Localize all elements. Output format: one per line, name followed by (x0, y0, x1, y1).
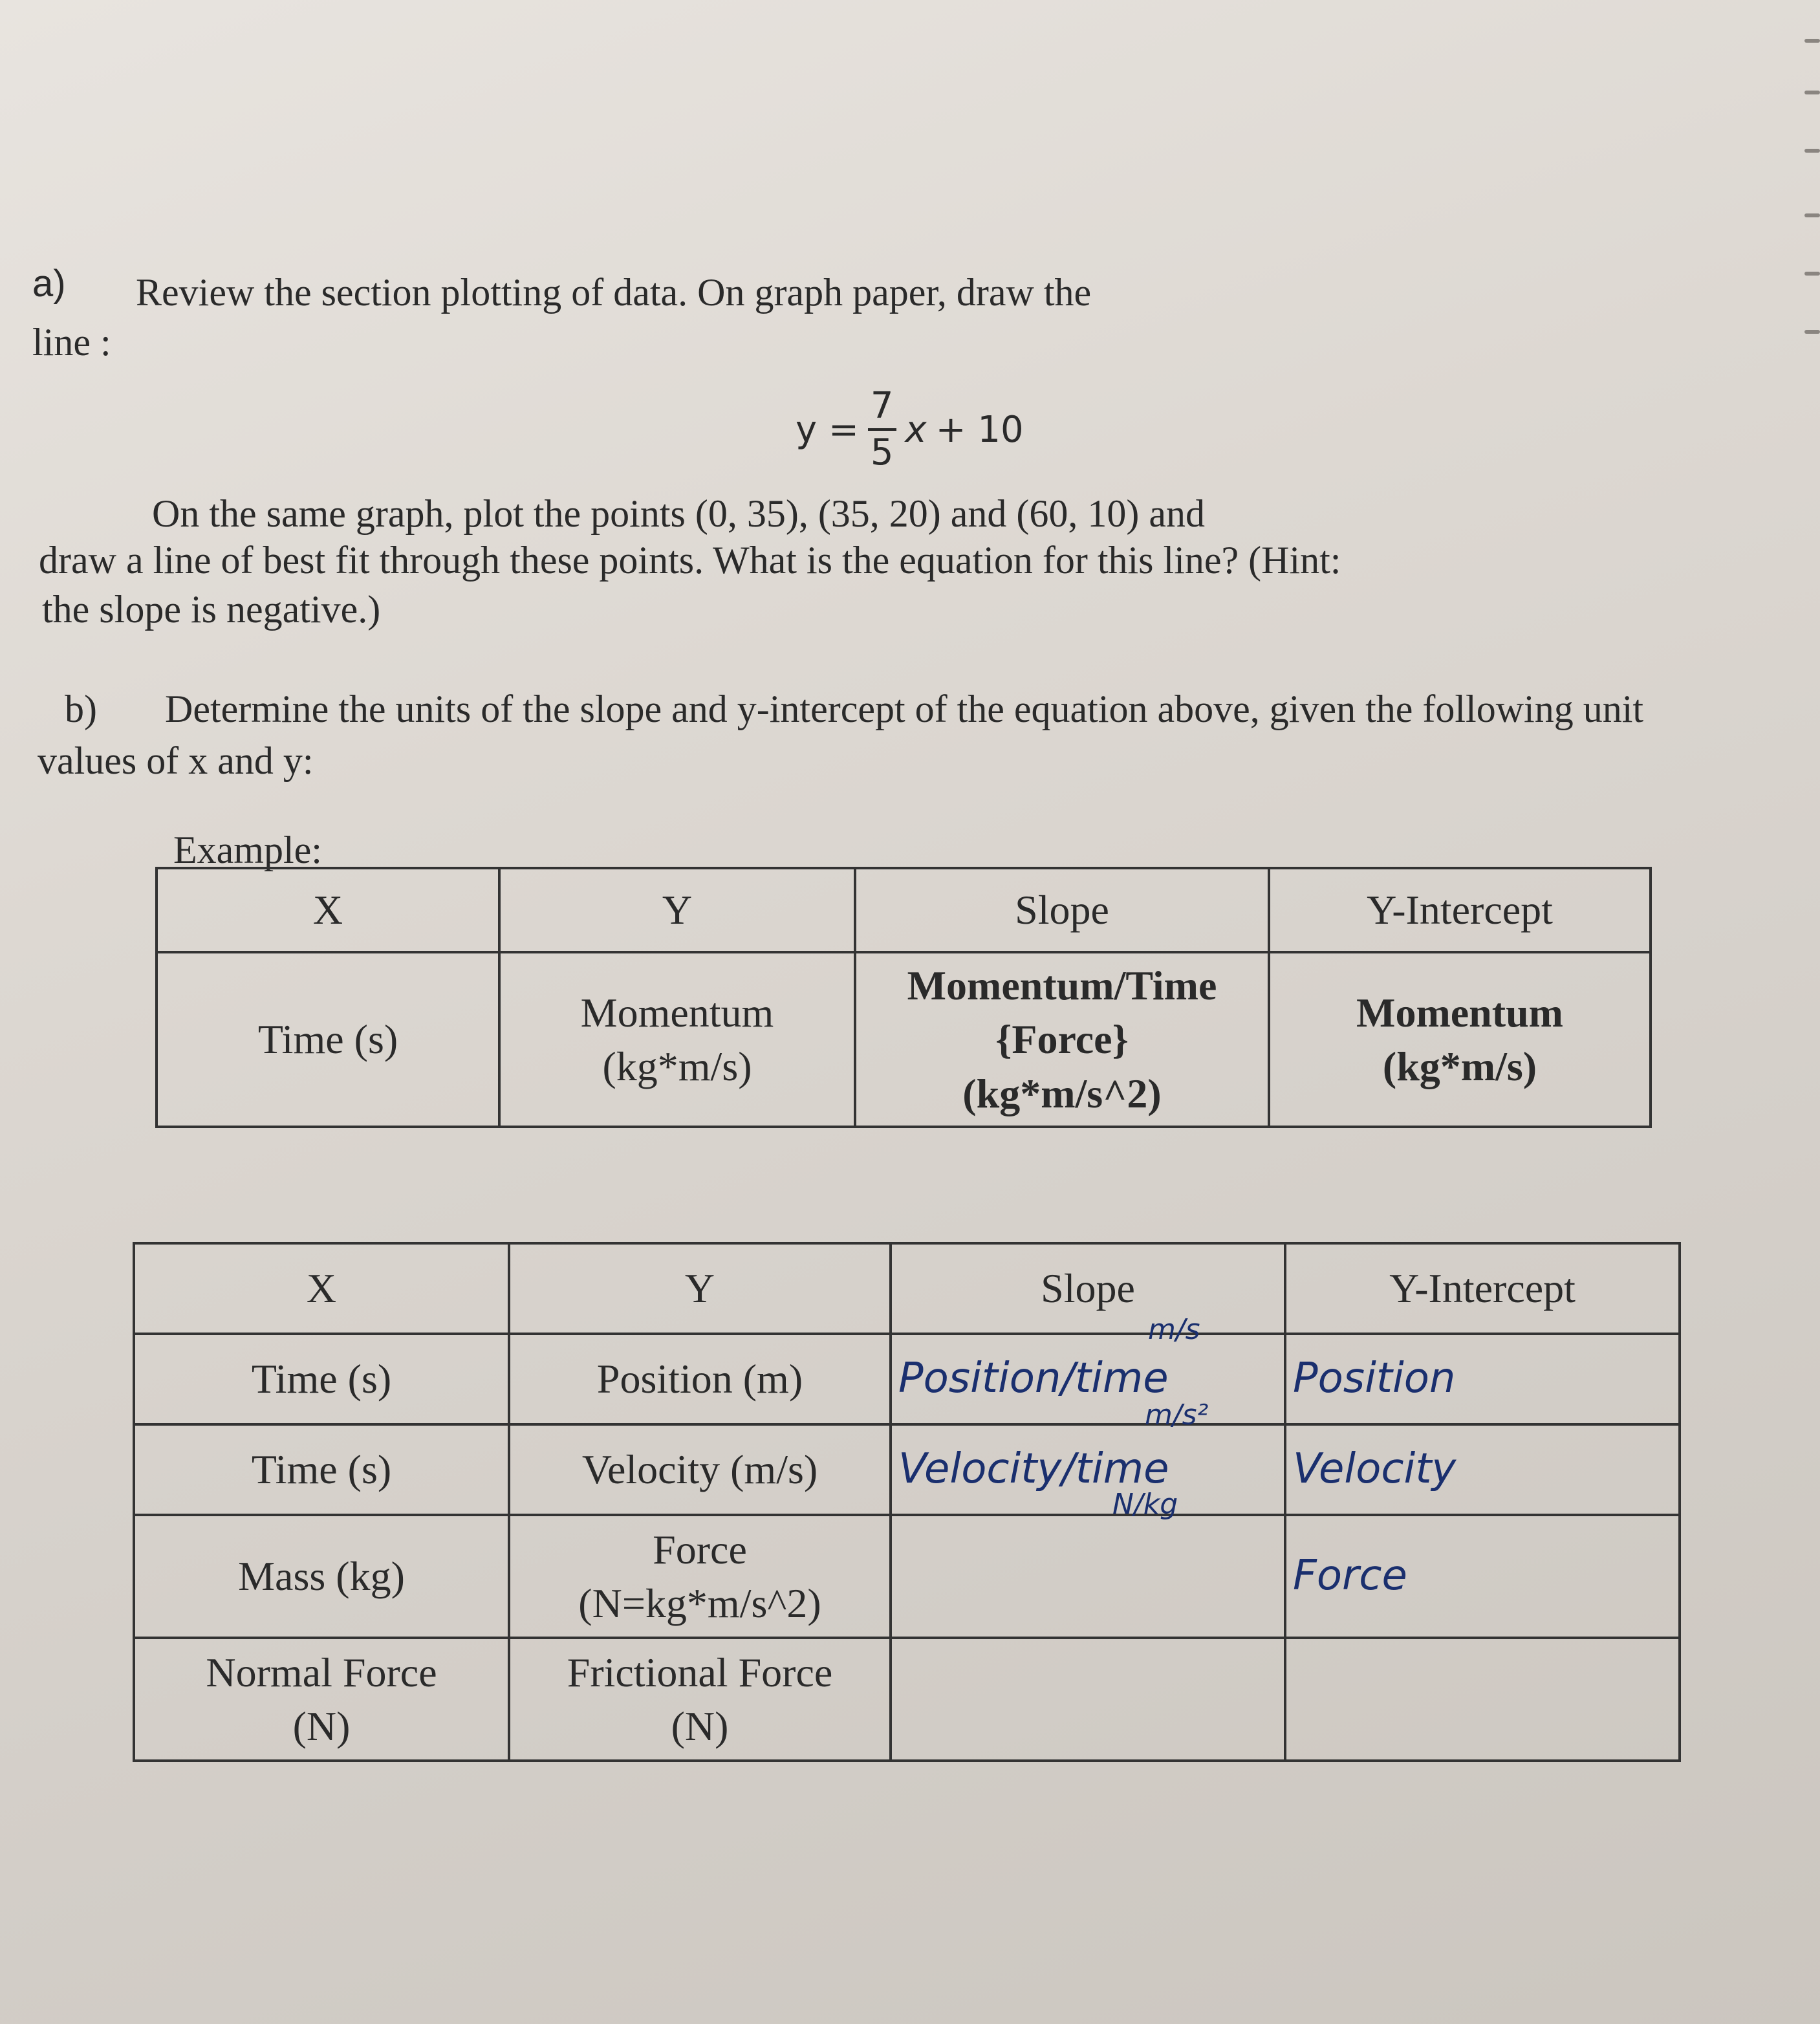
binder-edge-mark (1804, 330, 1820, 334)
slope-unit-note-2: m/s² (1145, 1398, 1209, 1431)
binder-edge-mark (1804, 149, 1820, 153)
binder-edge-mark (1804, 39, 1820, 43)
example-y-value (499, 952, 855, 1127)
units-header-intercept: Y-Intercept (1285, 1243, 1680, 1334)
example-slope-value (855, 952, 1269, 1127)
units-header-row (134, 1243, 1680, 1334)
example-header-row (157, 868, 1651, 952)
question-a-line2: line : (32, 321, 111, 364)
question-b-line1: Determine the units of the slope and y-intercept of the equation above, given the following unit (165, 688, 1644, 730)
question-a-line1: Review the section plotting of data. On graph paper, draw the (136, 271, 1092, 314)
row3-intercept: Force (1285, 1515, 1680, 1638)
question-a-label: a) (32, 263, 66, 305)
row3-y-line1: Force (653, 1526, 747, 1572)
units-table (133, 1242, 1681, 1762)
row1-y: Position (m) (509, 1334, 891, 1424)
row4-slope (891, 1638, 1285, 1761)
fraction-numerator: 7 (868, 388, 896, 431)
row3-x: Mass (kg) (134, 1515, 509, 1638)
slope-unit-note-3: N/kg (1112, 1488, 1178, 1521)
row4-x-line2: (N) (292, 1703, 351, 1749)
example-header-slope: Slope (855, 868, 1269, 952)
equation-rest: + 10 (935, 408, 1024, 451)
units-header-x: X (134, 1243, 509, 1334)
row2-slope: Velocity/time (891, 1424, 1285, 1515)
row2-intercept: Velocity (1285, 1424, 1680, 1515)
table-row (134, 1334, 1680, 1424)
equation-lhs: y = (796, 408, 859, 451)
example-y-line1: Momentum (580, 989, 774, 1036)
example-slope-line2: {Force} (995, 1016, 1129, 1063)
example-label: Example: (173, 829, 322, 871)
example-header-y: Y (499, 868, 855, 952)
binder-edge-mark (1804, 91, 1820, 94)
example-intercept-line1: Momentum (1356, 989, 1563, 1036)
row4-intercept (1285, 1638, 1680, 1761)
example-header-intercept: Y-Intercept (1269, 868, 1651, 952)
row4-y-line1: Frictional Force (567, 1649, 833, 1695)
example-y-line2: (kg*m/s) (602, 1043, 752, 1089)
row4-x-line1: Normal Force (206, 1649, 437, 1695)
example-intercept-line2: (kg*m/s) (1382, 1043, 1537, 1089)
example-intercept-value (1269, 952, 1651, 1127)
row3-slope (891, 1515, 1285, 1638)
table-row (134, 1638, 1680, 1761)
row1-x: Time (s) (134, 1334, 509, 1424)
row2-x: Time (s) (134, 1424, 509, 1515)
example-slope-line3: (kg*m/s^2) (962, 1070, 1162, 1116)
example-slope-line1: Momentum/Time (907, 963, 1217, 1009)
row4-x (134, 1638, 509, 1761)
example-table (155, 867, 1652, 1128)
units-header-slope: Slope (891, 1243, 1285, 1334)
row1-intercept: Position (1285, 1334, 1680, 1424)
question-b-line2: values of x and y: (38, 739, 314, 782)
row3-y-line2: (N=kg*m/s^2) (578, 1580, 821, 1626)
units-header-y: Y (509, 1243, 891, 1334)
question-a-paragraph-line2: draw a line of best fit through these points. What is the equation for this line? (Hint: (39, 539, 1341, 582)
binder-edge-mark (1804, 213, 1820, 217)
question-a-paragraph-line1: On the same graph, plot the points (0, 35), (35, 20) and (60, 10) and (152, 492, 1205, 535)
equation-variable: x (905, 408, 927, 451)
row3-y (509, 1515, 891, 1638)
row4-y (509, 1638, 891, 1761)
equation-fraction (868, 385, 896, 473)
question-b-label: b) (65, 688, 97, 730)
fraction-denominator: 5 (870, 431, 894, 473)
line-equation (796, 385, 1024, 473)
example-x-value: Time (s) (157, 952, 499, 1127)
example-row (157, 952, 1651, 1127)
row2-y: Velocity (m/s) (509, 1424, 891, 1515)
table-row (134, 1515, 1680, 1638)
binder-edge-mark (1804, 272, 1820, 276)
table-row (134, 1424, 1680, 1515)
slope-unit-note-1: m/s (1148, 1313, 1200, 1346)
example-header-x: X (157, 868, 499, 952)
question-a-paragraph-line3: the slope is negative.) (42, 588, 381, 631)
row1-slope: Position/time (891, 1334, 1285, 1424)
row4-y-line2: (N) (671, 1703, 729, 1749)
